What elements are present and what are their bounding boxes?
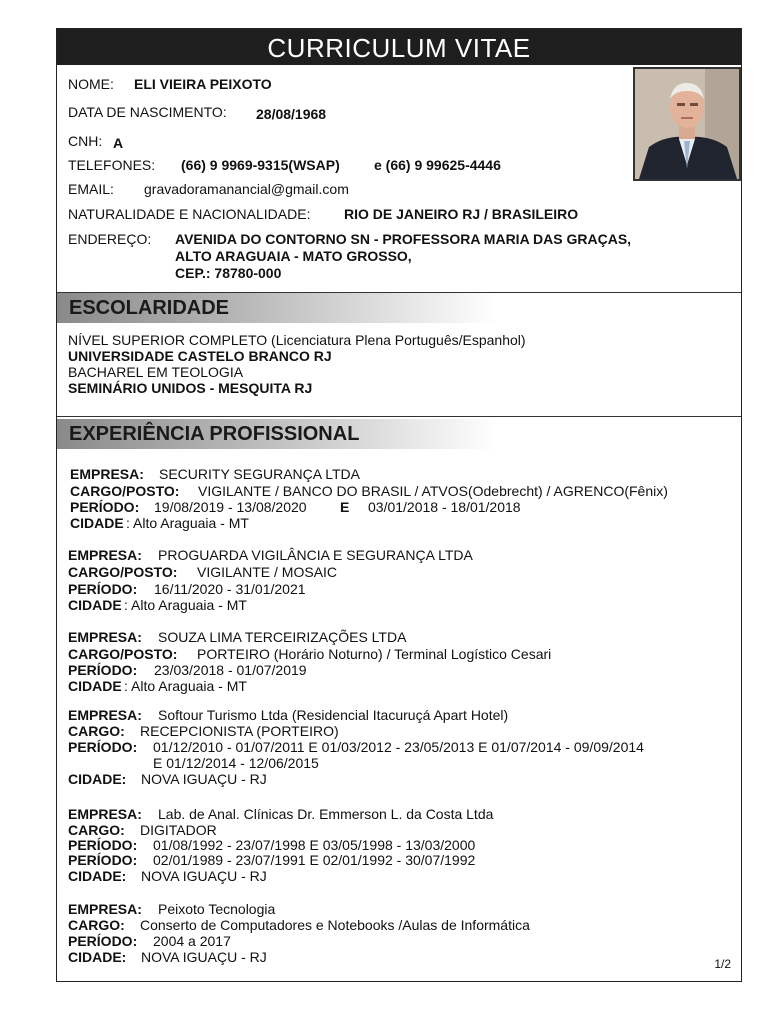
job-2-cidade: : Alto Araguaia - MT — [124, 597, 247, 613]
job-5-cidade-label: CIDADE: — [68, 868, 127, 884]
job-6-cargo: Conserto de Computadores e Notebooks /Aulas de Informática — [140, 917, 530, 933]
escolaridade-line-1: NÍVEL SUPERIOR COMPLETO (Licenciatura Plena Português/Espanhol) — [68, 332, 526, 348]
telefone-2: e (66) 9 99625-4446 — [374, 157, 501, 173]
job-5-periodo-label-2: PERÍODO: — [68, 852, 138, 868]
job-3-cidade: : Alto Araguaia - MT — [124, 678, 247, 694]
naturalidade-value: RIO DE JANEIRO RJ / BRASILEIRO — [344, 206, 579, 222]
email-label: EMAIL: — [68, 181, 114, 197]
escolaridade-line-2: UNIVERSIDADE CASTELO BRANCO RJ — [68, 348, 332, 364]
job-4-periodo-label: PERÍODO: — [68, 739, 138, 755]
telefone-1: (66) 9 9969-9315(WSAP) — [181, 157, 340, 173]
naturalidade-label: NATURALIDADE E NACIONALIDADE: — [68, 206, 311, 222]
job-3-cargo-label: CARGO/POSTO: — [68, 646, 178, 662]
page-number: 1/2 — [714, 957, 731, 971]
job-4-periodo-1: 01/12/2010 - 01/07/2011 E 01/03/2012 - 23/05/2013 E 01/07/2014 - 09/09/2014 — [153, 739, 644, 755]
cnh-value: A — [113, 135, 124, 151]
job-1-periodo-1: 19/08/2019 - 13/08/2020 — [154, 499, 307, 515]
job-2-empresa: PROGUARDA VIGILÂNCIA E SEGURANÇA LTDA — [158, 547, 473, 563]
job-5-empresa: Lab. de Anal. Clínicas Dr. Emmerson L. da Costa Ltda — [158, 806, 494, 822]
nascimento-label: DATA DE NASCIMENTO: — [68, 104, 227, 120]
experiencia-heading: EXPERIÊNCIA PROFISSIONAL — [69, 423, 360, 445]
job-4-cargo: RECEPCIONISTA (PORTEIRO) — [140, 723, 339, 739]
job-3-periodo: 23/03/2018 - 01/07/2019 — [154, 662, 307, 678]
job-5-periodo-1: 01/08/1992 - 23/07/1998 E 03/05/1998 - 13/03/2000 — [153, 837, 476, 853]
job-6-periodo: 2004 a 2017 — [153, 933, 231, 949]
escolaridade-heading-bar — [57, 293, 497, 323]
job-1-cargo-label: CARGO/POSTO: — [70, 483, 180, 499]
job-2-periodo: 16/11/2020 - 31/01/2021 — [154, 581, 306, 597]
job-4-cidade: NOVA IGUAÇU - RJ — [141, 771, 267, 787]
job-3-empresa-label: EMPRESA: — [68, 629, 142, 645]
endereco-line-3: CEP.: 78780-000 — [175, 265, 282, 281]
job-3-cargo: PORTEIRO (Horário Noturno) / Terminal Logístico Cesari — [197, 646, 552, 662]
job-5-cidade: NOVA IGUAÇU - RJ — [141, 868, 267, 884]
escolaridade-line-3: BACHAREL EM TEOLOGIA — [68, 364, 244, 380]
job-1-empresa: SECURITY SEGURANÇA LTDA — [159, 466, 360, 482]
job-4-periodo-2: E 01/12/2014 - 12/06/2015 — [153, 755, 319, 771]
escolaridade-heading: ESCOLARIDADE — [69, 297, 230, 319]
cv-page — [56, 28, 742, 982]
job-1-cargo: VIGILANTE / BANCO DO BRASIL / ATVOS(Odebrecht) / AGRENCO(Fênix) — [198, 483, 668, 499]
profile-photo — [633, 67, 741, 181]
cnh-label: CNH: — [68, 133, 103, 149]
nascimento-value: 28/08/1968 — [256, 106, 327, 122]
job-6-empresa: Peixoto Tecnologia — [158, 901, 276, 917]
job-2-cidade-label: CIDADE — [68, 597, 122, 613]
nome-label: NOME: — [68, 76, 114, 92]
job-6-empresa-label: EMPRESA: — [68, 901, 142, 917]
job-6-cidade-label: CIDADE: — [68, 949, 127, 965]
nome-value: ELI VIEIRA PEIXOTO — [134, 76, 272, 92]
job-4-empresa-label: EMPRESA: — [68, 707, 142, 723]
job-2-empresa-label: EMPRESA: — [68, 547, 142, 563]
job-2-cargo-label: CARGO/POSTO: — [68, 564, 178, 580]
job-3-empresa: SOUZA LIMA TERCEIRIZAÇÕES LTDA — [158, 629, 407, 645]
cv-title: CURRICULUM VITAE — [57, 29, 741, 65]
job-3-cidade-label: CIDADE — [68, 678, 122, 694]
person-photo-icon — [635, 69, 739, 179]
endereco-line-1: AVENIDA DO CONTORNO SN - PROFESSORA MARIA DAS GRAÇAS, — [175, 231, 632, 247]
telefones-label: TELEFONES: — [68, 157, 156, 173]
job-6-cidade: NOVA IGUAÇU - RJ — [141, 949, 267, 965]
job-3-periodo-label: PERÍODO: — [68, 662, 138, 678]
job-6-cargo-label: CARGO: — [68, 917, 125, 933]
endereco-label: ENDEREÇO: — [68, 231, 152, 247]
email-value: gravadoramanancial@gmail.com — [144, 181, 349, 197]
job-5-cargo-label: CARGO: — [68, 822, 125, 838]
job-5-periodo-label-1: PERÍODO: — [68, 837, 138, 853]
endereco-line-2: ALTO ARAGUAIA - MATO GROSSO, — [175, 248, 412, 264]
job-4-cargo-label: CARGO: — [68, 723, 125, 739]
job-5-periodo-2: 02/01/1989 - 23/07/1991 E 02/01/1992 - 30/07/1992 — [153, 852, 476, 868]
job-5-cargo: DIGITADOR — [140, 822, 217, 838]
job-2-cargo: VIGILANTE / MOSAIC — [197, 564, 338, 580]
job-1-periodo-e: E — [340, 499, 350, 515]
job-4-cidade-label: CIDADE: — [68, 771, 127, 787]
job-1-cidade-label: CIDADE — [70, 515, 124, 531]
job-1-periodo-2: 03/01/2018 - 18/01/2018 — [368, 499, 521, 515]
experiencia-heading-bar — [57, 419, 497, 449]
job-4-empresa: Softour Turismo Ltda (Residencial Itacuruçá Apart Hotel) — [158, 707, 509, 723]
job-1-cidade: : Alto Araguaia - MT — [126, 515, 249, 531]
job-2-periodo-label: PERÍODO: — [68, 581, 138, 597]
job-1-periodo-label: PERÍODO: — [70, 499, 140, 515]
job-5-empresa-label: EMPRESA: — [68, 806, 142, 822]
divider-2 — [57, 416, 741, 417]
escolaridade-line-4: SEMINÁRIO UNIDOS - MESQUITA RJ — [68, 380, 313, 396]
job-6-periodo-label: PERÍODO: — [68, 933, 138, 949]
job-1-empresa-label: EMPRESA: — [70, 466, 144, 482]
